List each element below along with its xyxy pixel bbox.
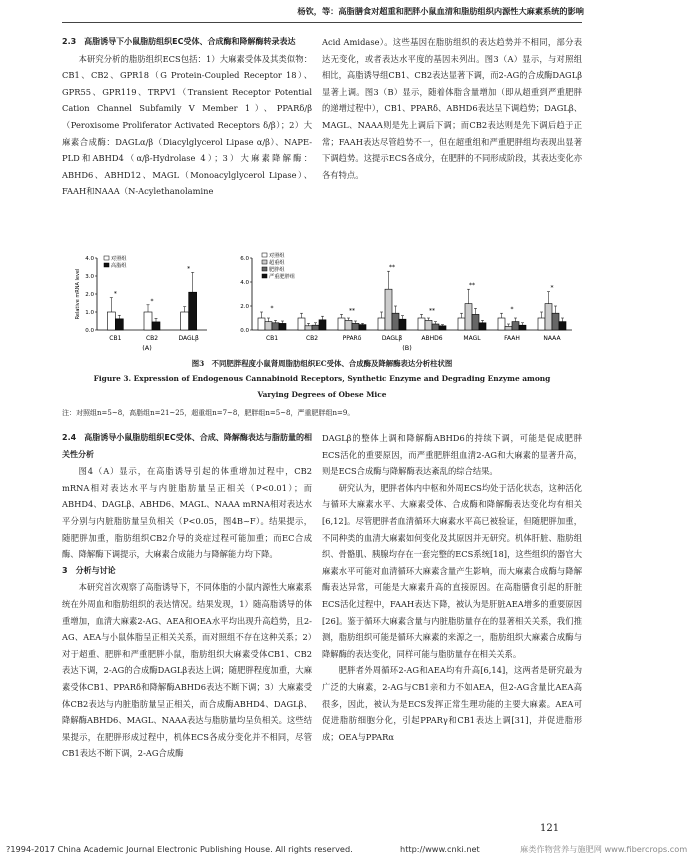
y-tick-label: 2.0	[85, 292, 94, 298]
panel-label: (B)	[402, 344, 412, 352]
bar	[559, 322, 566, 330]
significance-mark: **	[429, 307, 435, 315]
figure-note: 注：对照组n=5~8，高脂组n=21~25，超重组n=7~8，肥胖组n=5~8，严重肥胖组n=9。	[62, 409, 355, 417]
footer-copyright: ?1994-2017 China Academic Journal Electronic Publishing House. All rights reserved.	[6, 844, 353, 854]
bar	[378, 318, 385, 330]
bar	[279, 323, 286, 330]
x-tick-label: PPARδ	[342, 335, 362, 342]
paragraph: 图4（A）显示，在高脂诱导引起的体重增加过程中，CB2 mRNA相对表达水平与内脏脂肪量呈正相关（P<0.01）；而ABHD4、DAGLβ、ABHD6、MAGL、NAAA mRNA相对表达水平分别与内脏脂肪量呈负相关（P<0.05，图4B~F）。结果提示，随肥胖加重，脂肪组织CB2介导的炎症过程可能加重；而EC合成酶、降解酶下调提示，大麻素合成能力与降解能力均下降。	[62, 466, 312, 560]
paragraph: 肥胖者外周循环2-AG和AEA均有升高[6,14]，这两者是研究最为广泛的大麻素，2-AG与CB1亲和力不如AEA，但2-AG含量比AEA高很多，因此，被认为是ECS发挥正常生理功能的主要大麻素。AEA可促进脂肪细胞分化，引起PPARγ和CB1表达上调[31]，并促进脂形成；OEA与PPARα	[322, 665, 582, 742]
significance-mark: *	[187, 265, 191, 273]
bar	[432, 324, 439, 330]
y-tick-label: 4.0	[240, 280, 249, 286]
bar	[352, 323, 359, 330]
bar	[272, 323, 279, 330]
bar	[399, 319, 406, 330]
x-tick-label: CB2	[305, 335, 319, 342]
bar	[505, 326, 512, 330]
legend-swatch	[104, 263, 109, 267]
right-column-bottom	[322, 430, 582, 745]
significance-mark: *	[510, 306, 514, 314]
y-tick-label: 6.0	[240, 256, 249, 262]
x-tick-label: ABHD6	[421, 335, 443, 342]
bar	[312, 325, 319, 330]
right-column-top	[322, 34, 582, 183]
x-tick-label: FAAH	[504, 335, 520, 342]
bar	[439, 326, 446, 330]
bar	[538, 318, 545, 330]
section-heading: 3 分析与讨论	[62, 565, 116, 575]
y-tick-label: 0.0	[85, 328, 94, 334]
bar	[392, 313, 399, 330]
bar	[479, 323, 486, 330]
bar	[298, 318, 305, 330]
bar	[498, 318, 505, 330]
y-tick-label: 1.0	[85, 310, 94, 316]
bar	[144, 312, 152, 330]
bar	[472, 314, 479, 330]
bar	[385, 289, 392, 330]
significance-mark: *	[270, 305, 274, 312]
legend-swatch	[262, 260, 267, 264]
figure-caption-cn: 图3 不同肥胖程度小鼠肾周脂肪组织EC受体、合成酶及降解酶表达分析柱状图	[191, 359, 453, 368]
bar	[265, 322, 272, 330]
watermark: 麻类作物营养与施肥网 www.fibercrops.com	[520, 844, 687, 854]
significance-mark: *	[550, 284, 554, 292]
bar	[152, 322, 160, 330]
paragraph: DAGLβ的整体上调和降解酶ABHD6的持续下调，可能是促成肥胖ECS活化的重要原因，而严重肥胖组血清2-AG和大麻素的显著升高，则是ECS合成酶与降解酶表达紊乱的综合结果。	[322, 433, 582, 477]
legend-swatch	[262, 267, 267, 271]
significance-mark: *	[150, 297, 154, 305]
figure-caption-en-1: Figure 3. Expression of Endogenous Cannabinoid Receptors, Synthetic Enzyme and Degrading Enzyme among	[93, 374, 551, 383]
bar	[552, 313, 559, 330]
section-heading: 2.4 高脂诱导小鼠脂肪组织EC受体、合成、降解酶表达与脂肪量的相关性分析	[62, 433, 312, 459]
significance-mark: *	[113, 290, 117, 298]
left-column-top	[62, 34, 312, 200]
bar	[189, 292, 197, 330]
bar	[418, 318, 425, 330]
bar	[359, 325, 366, 330]
legend-swatch	[104, 256, 109, 260]
significance-mark: **	[349, 307, 355, 315]
figure-3-charts	[62, 248, 582, 358]
section-heading: 2.3 高脂诱导下小鼠脂肪组织EC受体、合成酶和降解酶转录表达	[62, 37, 296, 46]
bar	[425, 320, 432, 330]
bar	[512, 322, 519, 330]
bar	[305, 326, 312, 330]
chart-panel-b	[240, 251, 572, 352]
bar	[338, 318, 345, 330]
legend-label: 肥胖组	[269, 267, 285, 273]
legend-label: 对照组	[111, 256, 127, 262]
bar	[258, 318, 265, 330]
significance-mark: **	[389, 264, 395, 272]
figure-caption-en-2: Varying Degrees of Obese Mice	[257, 390, 387, 399]
legend-label: 超重组	[269, 260, 285, 266]
bar	[465, 304, 472, 330]
y-tick-label: 2.0	[240, 304, 249, 310]
legend-swatch	[262, 253, 267, 257]
bar	[115, 319, 123, 330]
paragraph: 本研究首次观察了高脂诱导下，不同体脂的小鼠内源性大麻素系统在外周血和脂肪组织的表达情况。结果发现，1）随高脂诱导的体重增加，血清大麻素2-AG、AEA和OEA水平均出现升高趋势，且2-AG、AEA与小鼠体脂呈正相关关系，而对照组不存在这种关系；2）对于超重、肥胖和严重肥胖小鼠，脂肪组织大麻素受体CB1、CB2表达下调，2-AG的合成酶DAGLβ表达上调；随肥胖程度加重，大麻素受体CB1、PPARδ和降解酶ABHD6表达不断下调；3）大麻素受体CB2表达与内脏脂肪量呈正相关，而合成酶ABHD4、DAGLβ、降解酶ABHD6、MAGL、NAAA表达与脂肪量均呈负相关。这些结果提示，在肥胖形成过程中，机体ECS各成分变化并不相同，尽管CB1表达不断下调，2-AG合成酶	[62, 582, 312, 759]
y-tick-label: 4.0	[85, 256, 94, 262]
legend-swatch	[262, 274, 267, 278]
header-rule	[62, 22, 582, 23]
x-tick-label: NAAA	[543, 335, 561, 342]
chart-panel-a	[75, 254, 207, 352]
bar	[345, 320, 352, 330]
legend-label: 高脂组	[111, 263, 127, 269]
legend-label: 对照组	[269, 253, 285, 259]
y-tick-label: 3.0	[85, 274, 94, 280]
page-number: 121	[540, 823, 560, 834]
paragraph: Acid Amidase）。这些基因在脂肪组织的表达趋势并不相同，部分表达无变化，或者表达水平度的基因未列出。图3（A）显示，与对照组相比，高脂诱导组CB1、CB2表达显著下调，而2-AG的合成酶DAGLβ显著上调。图3（B）显示，随着体脂含量增加（即从超重到严重肥胖的递增过程中），CB1、PPARδ、ABHD6表达呈下调趋势；DAGLβ、MAGL、NAAA则是先上调后下调；而CB2表达则是先下调后趋于正常；FAAH表达尽管趋势不一，但在超重组和严重肥胖组均表现出显著下调趋势。这提示ECS各成分，在肥胖的不同形成阶段，其表达变化亦各有特点。	[322, 37, 582, 180]
legend-label: 严重肥胖组	[269, 274, 295, 280]
bar	[519, 325, 526, 330]
y-tick-label: 0.0	[240, 328, 249, 334]
paragraph: 研究认为，肥胖者体内中枢和外周ECS均处于活化状态，这种活化与循环大麻素水平、大麻素受体、合成酶和降解酶表达变化均有相关[6,12]。尽管肥胖者血清循环大麻素水平高已被验证，但随肥胖加重，不同种类的血清大麻素如何变化及其原因并无研究。机体肝脏、脂肪组织、骨骼肌、胰腺均存在一套完整的ECS系统[18]，这些组织的器官大麻素水平可能对血清循环大麻素含量产生影响，而大麻素合成酶与降解酶表达异常，可能是大麻素升高的直接原因。在高脂膳食引起的肝脏ECS活化过程中，FAAH表达下降，被认为是肝脏AEA增多的重要原因[26]。鉴于循环大麻素含量与内脏脂肪量存在的显著相关关系，我们推测，脂肪组织可能是循环大麻素的来源之一，脂肪组织大麻素合成酶与降解酶的表达变化，同样可能与脂肪量存在相关关系。	[322, 482, 582, 659]
bar	[458, 318, 465, 330]
left-column-bottom	[62, 430, 312, 762]
bar	[181, 312, 189, 330]
bar	[319, 320, 326, 330]
x-tick-label: DAGLβ	[178, 335, 199, 342]
x-tick-label: MAGL	[463, 335, 481, 342]
running-header: 杨钦，等：高脂膳食对超重和肥胖小鼠血清和脂肪组织内源性大麻素系统的影响	[297, 6, 584, 16]
x-tick-label: CB2	[145, 335, 159, 342]
significance-mark: **	[469, 282, 475, 290]
y-axis-label: Relative mRNA level	[75, 268, 81, 320]
paragraph: 本研究分析的脂肪组织ECS包括：1）大麻素受体及其类似物：CB1、CB2、GPR18（G Protein-Coupled Receptor 18）、GPR55、GPR119、TRPV1（Transient Receptor Potential Cation Channel Subfamily V Member 1）、PPARδ/β（Peroxisome Proliferator Activated Receptors δ/β）；2）大麻素合成酶：DAGLα/β（Diacylglycerol Lipase α/β）、NAPE-PLD和ABHD4（α/β-Hydrolase 4）；3）大麻素降解酶：ABHD6、ABHD12、MAGL（Monoacylglycerol Lipase）、FAAH和NAAA（N-Acylethanolamine	[62, 53, 312, 197]
bar	[545, 304, 552, 330]
footer-url[interactable]: http://www.cnki.net	[400, 844, 480, 854]
x-tick-label: DAGLβ	[381, 335, 403, 342]
panel-label: (A)	[142, 344, 152, 352]
bar	[107, 312, 115, 330]
x-tick-label: CB1	[265, 335, 279, 342]
x-tick-label: CB1	[109, 335, 122, 342]
